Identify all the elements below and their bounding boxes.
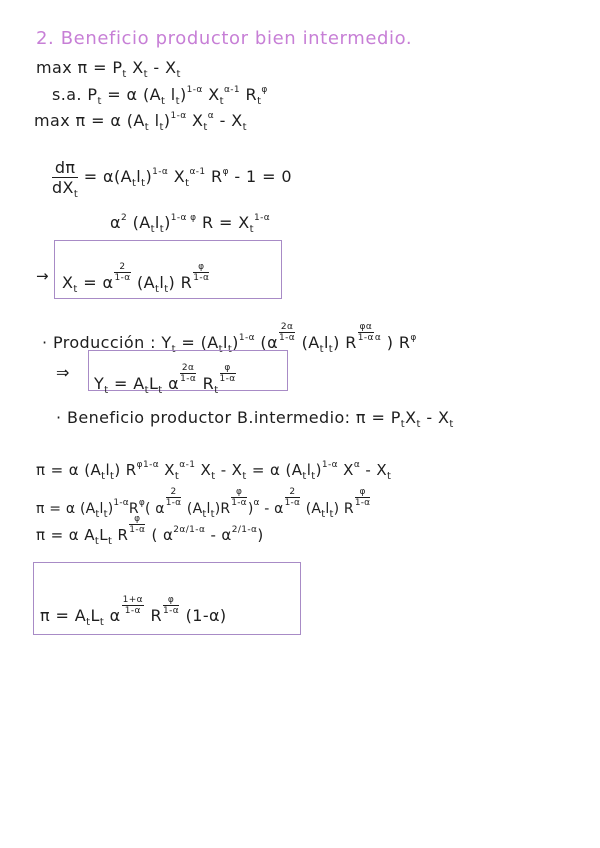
equation-yt: $Y_t = A_tL_t$ α $\frac{2\alpha}{1-\alpha}$ $R_t$ $\frac{\varphi}{1-\alpha}$ <box>94 363 236 396</box>
equation-profit-step-2: π = α $(A_tl_t)^{1-\alpha}R^\varphi$( α $\frac{2}{1-\alpha}$ $(A_tl_t)R$ $\frac{\varphi}{1-\alpha}$ )$^\alpha$ - α $\frac{2}{1-\alpha}$ $(A_tl_t)$ R $\frac{\varphi}{1-\alpha}$ <box>36 487 371 520</box>
equation-constraint: s.a. $P_t = \alpha$ ($A_t$ $l_t)^{1-\alpha}$ $X_t^{\alpha-1}$ $R_t^\varphi$ <box>52 85 268 107</box>
equation-final-profit: $\pi = A_tL_t$ α $\frac{1+\alpha}{1-\alpha}$ R $\frac{\varphi}{1-\alpha}$ (1-α) <box>40 595 227 628</box>
equation-profit-step-1: π = α $(A_tl_t)$ $R^{\varphi 1-\alpha}$ $X_t^{\alpha-1}$ $X_t - X_t = \alpha$ $(A_tl_t)^{1-\alpha}$ $X^\alpha - X_t$ <box>36 460 392 482</box>
equation-profit-step-3: π = α $A_tL_t$ R $\frac{\varphi}{1-\alpha}$ ( $\alpha^{2\alpha/1-\alpha} - \alpha^{2/1-\alpha}$) <box>36 514 264 547</box>
equation-first-order-condition: dπ $dX_t$ = $\alpha(A_tl_t)^{1-\alpha}$ $X_t^{\alpha-1}$ $R^\varphi - 1 = 0$ <box>52 158 292 200</box>
arrow-icon: → <box>36 267 49 285</box>
equation-production: · Producción : $Y_t = (A_tl_t)^{1-\alpha}$ (α $\frac{2\alpha}{1-\alpha}$ $(A_tl_t)$ R $\frac{\varphi\alpha}{1-\alpha}$ $^\alpha$ ) $R^\varphi$ <box>42 322 417 355</box>
equation-xt: $X_t = \alpha$ $\frac{2}{1-\alpha}$ $(A_tl_t)$ R $\frac{\varphi}{1-\alpha}$ <box>62 262 210 295</box>
derivative-fraction: dπ $dX_t$ <box>52 158 79 200</box>
equation-alpha-squared: $\alpha^2$ $(A_tl_t)^{1-\alpha \varphi}$ $R = X_t^{1-\alpha}$ <box>110 213 271 235</box>
equation-profit-definition: · Beneficio productor B.intermedio: $\pi = P_tX_t - X_t$ <box>56 408 454 430</box>
section-heading: 2. Beneficio productor bien intermedio. <box>36 28 413 49</box>
equation-substituted-profit: max π = α ($A_t$ $l_t)^{1-\alpha}$ $X_t^\alpha - X_t$ <box>34 111 247 133</box>
implies-icon: ⇒ <box>56 363 70 382</box>
equation-max-profit: $\max \pi = P_t$ $X_t - X_t$ <box>36 58 181 80</box>
